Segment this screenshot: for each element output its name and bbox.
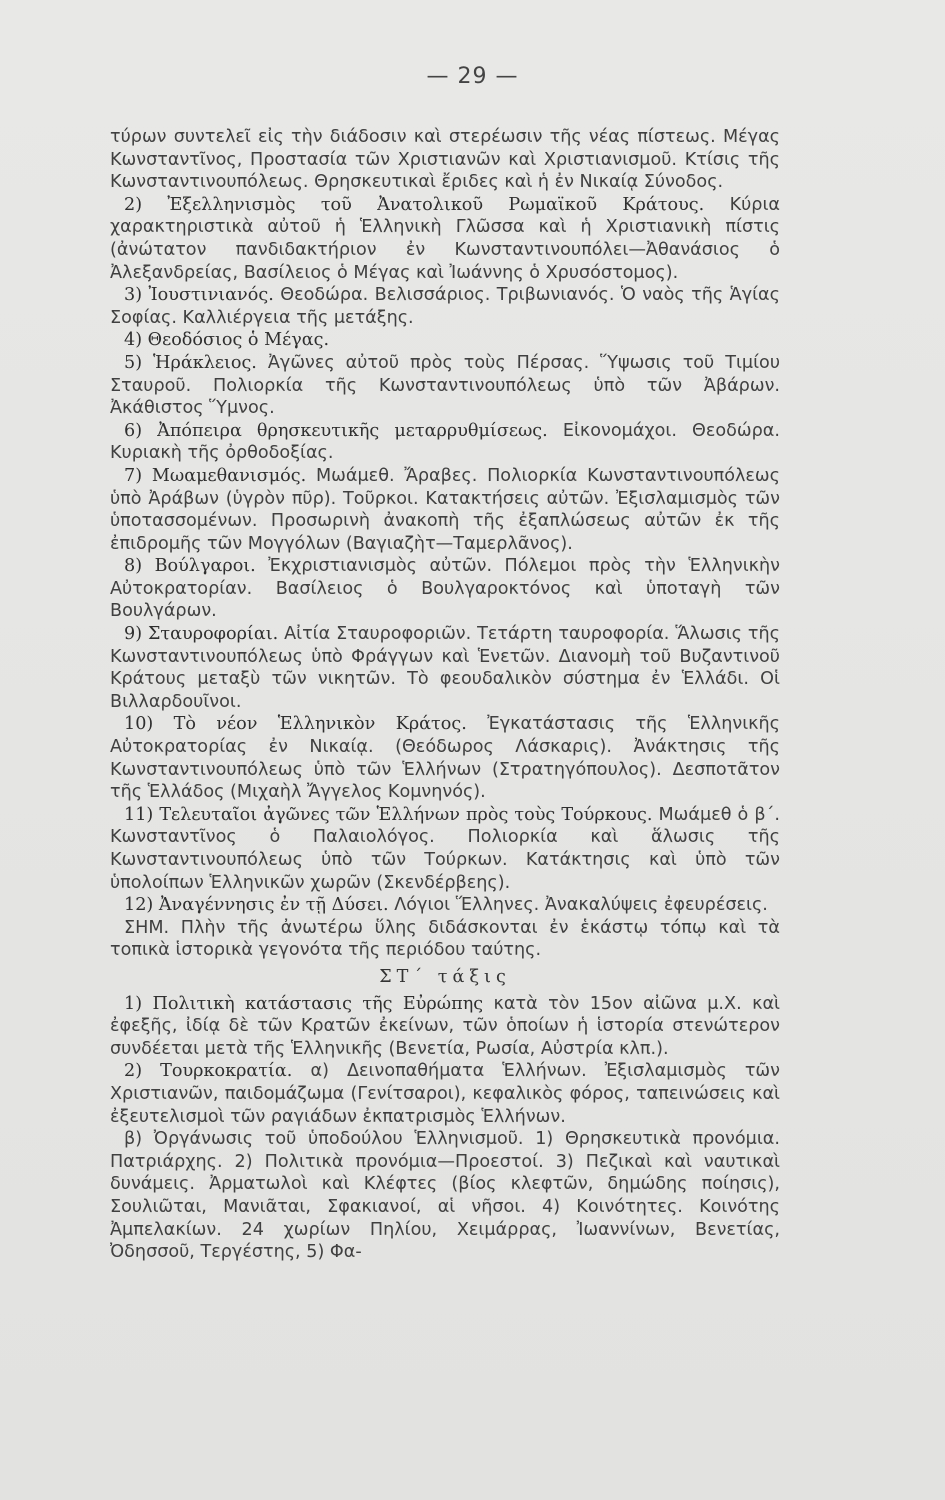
page-number: — 29 — <box>426 64 519 89</box>
item-heading: 4) Θεοδόσιος ὁ Μέγας. <box>124 330 330 351</box>
body-text <box>110 126 780 1264</box>
item-heading: 12) Ἀναγέννησις ἐν τῇ Δύσει. <box>124 895 389 916</box>
item-heading: 8) Βούλγαροι. <box>124 556 256 577</box>
item-heading: 3) Ἰουστινιανός. <box>124 285 274 306</box>
item-heading: 11) Τελευταῖοι ἀγῶνες τῶν Ἑλλήνων πρὸς τοὺς Τούρκους. <box>124 804 653 825</box>
item-heading: 5) Ἡράκλειος. <box>124 352 257 373</box>
paragraph: 6) Ἀπόπειρα θρησκευτικῆς μεταρρυθμίσεως. Εἰκονομάχοι. Θεοδώρα. Κυριακὴ τῆς ὀρθοδοξίας. <box>110 420 780 464</box>
paragraph <box>110 329 780 352</box>
item-heading: 6) Ἀπόπειρα θρησκευτικῆς μεταρρυθμίσεως. <box>124 420 548 441</box>
item-heading: 7) Μωαμεθανισμός. <box>124 465 307 486</box>
paragraph: 3) Ἰουστινιανός. Θεοδώρα. Βελισσάριος. Τριβωνιανός. Ὁ ναὸς τῆς Ἁγίας Σοφίας. Καλλιέργεια τῆς μετάξης. <box>110 285 780 328</box>
paragraph: 10) Τὸ νέον Ἑλληνικὸν Κράτος. Ἐγκατάστασις τῆς Ἑλληνικῆς Αὐτοκρατορίας ἐν Νικαίᾳ. (Θεόδωρος Λάσκαρις). Ἀνάκτησις τῆς Κωνσταντινουπόλεως ὑπὸ τῶν Ἑλλήνων (Στρατηγόπουλος). Δεσποτᾶτον τῆς Ἑλλάδος (Μιχαὴλ Ἄγγελος Κομνηνός). <box>110 714 780 803</box>
item-heading: 1) Πολιτικὴ κατάστασις τῆς Εὐρώπης <box>124 993 484 1014</box>
item-heading: 10) Τὸ νέον Ἑλληνικὸν Κράτος. <box>124 714 467 735</box>
paragraph: 12) Ἀναγέννησις ἐν τῇ Δύσει. Λόγιοι Ἕλληνες. Ἀνακαλύψεις ἐφευρέσεις. <box>124 895 768 916</box>
paragraph: 11) Τελευταῖοι ἀγῶνες τῶν Ἑλλήνων πρὸς τοὺς Τούρκους. Μωάμεθ ὁ β΄. Κωνσταντῖνος ὁ Παλαιολόγος. Πολιορκία καὶ ἅλωσις τῆς Κωνσταντινουπόλεως ὑπὸ τῶν Τούρκων. Κατάκτησις καὶ ὑπὸ τῶν ὑπολοίπων Ἑλληνικῶν χωρῶν (Σκενδέρβεης). <box>110 804 780 893</box>
note-paragraph: ΣΗΜ. Πλὴν τῆς ἀνωτέρω ὕλης διδάσκονται ἐν ἑκάστῳ τόπῳ καὶ τὰ τοπικὰ ἱστορικὰ γεγονότα τῆς περιόδου ταύτης. <box>110 917 780 961</box>
item-heading: 2) Τουρκοκρατία. <box>124 1061 293 1082</box>
paragraph: β) Ὀργάνωσις τοῦ ὑποδούλου Ἑλληνισμοῦ. 1) Θρησκευτικὰ προνόμια. Πατριάρχης. 2) Πολιτικὰ προνόμια—Προεστοί. 3) Πεζικαὶ καὶ ναυτικαὶ δυνάμεις. Ἀρματωλοὶ καὶ Κλέφτες (βίος κλεφτῶν, δημώδης ποίησις), Σουλιῶται, Μανιᾶται, Σφακιανοί, αἱ νῆσοι. 4) Κοινότητες. Κοινότης Ἀμπελακίων. 24 χωρίων Πηλίου, Χειμάρρας, Ἰωαννίνων, Βενετίας, Ὀδησσοῦ, Τεργέστης, 5) Φα- <box>110 1129 780 1263</box>
section-title: ΣΤ΄ τάξις <box>379 966 511 987</box>
paragraph: 2) Τουρκοκρατία. α) Δεινοπαθήματα Ἑλλήνων. Ἐξισλαμισμὸς τῶν Χριστιανῶν, παιδομάζωμα (Γενίτσαροι), κεφαλικὸς φόρος, ταπεινώσεις καὶ ἐξευτελισμοὶ τῶν ραγιάδων ἐκπατρισμὸς Ἑλλήνων. <box>110 1061 780 1127</box>
paragraph: 7) Μωαμεθανισμός. Μωάμεθ. Ἄραβες. Πολιορκία Κωνσταντινουπόλεως ὑπὸ Ἀράβων (ὑγρὸν πῦρ). Τοῦρκοι. Κατακτήσεις αὐτῶν. Ἐξισλαμισμὸς τῶν ὑποτασσομένων. Προσωρινὴ ἀνακοπὴ τῆς ἐξαπλώσεως αὐτῶν ἐκ τῆς ἐπιδρομῆς τῶν Μογγόλων (Βαγιαζὴτ—Ταμερλᾶνος). <box>110 465 780 554</box>
paragraph: τύρων συντελεῖ εἰς τὴν διάδοσιν καὶ στερέωσιν τῆς νέας πίστεως. Μέγας Κωνσταντῖνος, Προστασία τῶν Χριστιανῶν καὶ Χριστιανισμοῦ. Κτίσις τῆς Κωνσταντινουπόλεως. Θρησκευτικαὶ ἔριδες καὶ ἡ ἐν Νικαίᾳ Σύνοδος. <box>110 127 780 193</box>
paragraph: 2) Ἐξελληνισμὸς τοῦ Ἀνατολικοῦ Ρωμαϊκοῦ Κράτους. Κύρια χαρακτηριστικὰ αὐτοῦ ἡ Ἑλληνικὴ Γλῶσσα καὶ ἡ Χριστιανικὴ πίστις (ἀνώτατον πανδιδακτήριον ἐν Κωνσταντινουπόλει—Ἀθανάσιος ὁ Ἀλεξανδρείας, Βασίλειος ὁ Μέγας καὶ Ἰωάννης ὁ Χρυσόστομος). <box>110 194 780 283</box>
paragraph: 8) Βούλγαροι. Ἐκχριστιανισμὸς αὐτῶν. Πόλεμοι πρὸς τὴν Ἑλληνικὴν Αὐτοκρατορίαν. Βασίλειος ὁ Βουλγαροκτόνος καὶ ὑποταγὴ τῶν Βουλγάρων. <box>110 556 781 622</box>
item-heading: 9) Σταυροφορίαι. <box>124 624 279 645</box>
paragraph: 9) Σταυροφορίαι. Αἰτία Σταυροφοριῶν. Τετάρτη ταυροφορία. Ἅλωσις τῆς Κωνσταντινουπόλεως ὑπὸ Φράγγων καὶ Ἑνετῶν. Διανομὴ τοῦ Βυζαντινοῦ Κράτους μεταξὺ τῶν νικητῶν. Τὸ φεουδαλικὸν σύστημα ἐν Ἑλλάδι. Οἱ Βιλλαρδουῖνοι. <box>110 624 780 712</box>
paragraph: 1) Πολιτικὴ κατάστασις τῆς Εὐρώπης κατὰ τὸν 15ον αἰῶνα μ.Χ. καὶ ἐφεξῆς, ἰδίᾳ δὲ τῶν Κρατῶν ἐκείνων, τῶν ὁποίων ἡ ἱστορία στενώτερον συνδέεται μετὰ τῆς Ἑλληνικῆς (Βενετία, Ρωσία, Αὐστρία κλπ.). <box>110 993 780 1059</box>
item-heading: 2) Ἐξελληνισμὸς τοῦ Ἀνατολικοῦ Ρωμαϊκοῦ Κράτους. <box>124 194 705 215</box>
paragraph: 5) Ἡράκλειος. Ἀγῶνες αὐτοῦ πρὸς τοὺς Πέρσας. Ὕψωσις τοῦ Τιμίου Σταυροῦ. Πολιορκία τῆς Κωνσταντινουπόλεως ὑπὸ τῶν Ἀβάρων. Ἀκάθιστος Ὕμνος. <box>110 352 780 419</box>
